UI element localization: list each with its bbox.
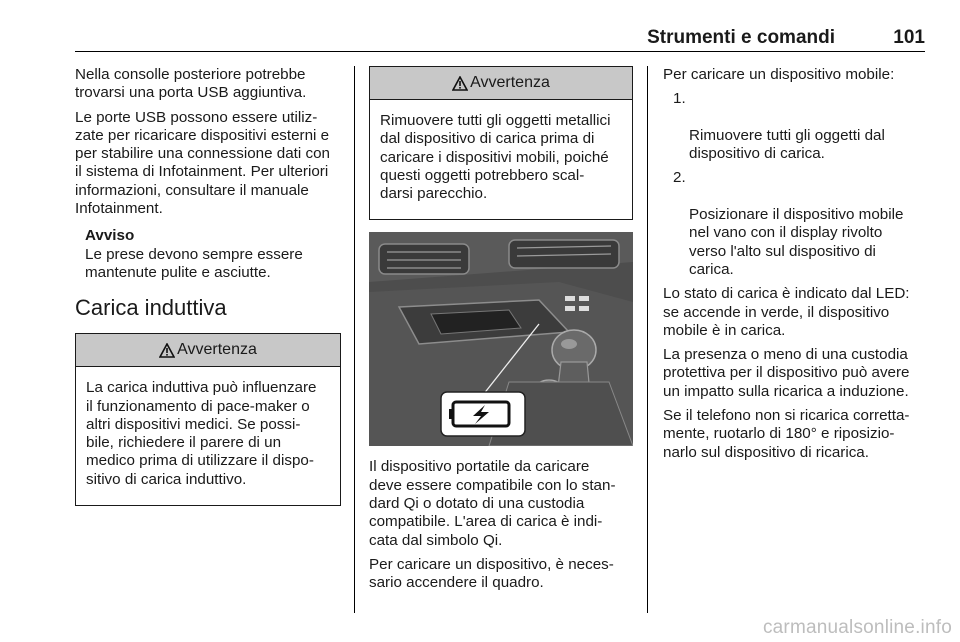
case-paragraph: La presenza o meno di una custodia protettiva per il dispositivo può avere un impatto sulla ricarica a induzione. (663, 346, 910, 400)
warning-box-2 (369, 66, 633, 220)
note-text: Le prese devono sempre essere mantenute pulite e asciutte. (85, 245, 303, 281)
step-text: Posizionare il dispositivo mobile nel vano con il display rivolto verso l'alto sul dispositivo di carica. (689, 206, 904, 278)
column-2 (369, 66, 633, 599)
console-illustration (369, 232, 633, 446)
list-item (663, 90, 925, 163)
page-number: 101 (893, 27, 925, 48)
usb-paragraph-1: Nella consolle posteriore potrebbe trovarsi una porta USB aggiuntiva. (75, 66, 307, 102)
warning-triangle-icon (452, 76, 468, 91)
column-divider-2 (647, 66, 648, 613)
warning-text: Rimuovere tutti gli oggetti metallici dal dispositivo di carica prima di caricare i dispositivi mobili, poiché questi oggetti potrebbero scal- darsi parecchio. (380, 112, 611, 203)
charging-tray-image (369, 232, 633, 446)
column-3 (663, 66, 925, 468)
steps-list (663, 90, 925, 279)
section-title: Strumenti e comandi (647, 27, 835, 48)
list-item (663, 169, 925, 279)
warning-header (370, 67, 632, 100)
qi-paragraph: Il dispositivo portatile da caricare deve essere compatibile con lo stan- dard Qi o dotato di una custodia compatibile. L'area di carica è indi- cata dal simbolo Qi. (369, 458, 616, 549)
steps-intro: Per caricare un dispositivo mobile: (663, 66, 895, 83)
warning-text: La carica induttiva può influenzare il funzionamento di pace-maker o altri dispositivi medici. Se possi- bile, richiedere il parere di un medico prima di utilizzare il dispo- sitivo di carica induttivo. (86, 379, 317, 488)
step-text: Rimuovere tutti gli oggetti dal dispositivo di carica. (689, 126, 885, 163)
note-block (75, 227, 341, 282)
usb-paragraph-2: Le porte USB possono essere utiliz- zate per ricaricare dispositivi esterni e per stabilire una connessione dati con il sistema di Infotainment. Per ulteriori informazioni, consultare il manuale Infotainment. (75, 108, 330, 218)
column-divider-1 (354, 66, 355, 613)
page-header (75, 26, 925, 52)
warning-title: Avvertenza (177, 341, 257, 359)
warning-triangle-icon (159, 343, 175, 358)
watermark: carmanualsonline.info (762, 617, 952, 638)
warning-box-1 (75, 333, 341, 506)
warning-title: Avvertenza (470, 73, 550, 91)
led-paragraph: Lo stato di carica è indicato dal LED: se accende in verde, il dispositivo mobile è in carica. (663, 285, 910, 339)
rotate-paragraph: Se il telefono non si ricarica corretta- mente, ruotarlo di 180° e riposizio- narlo sul dispositivo di ricarica. (663, 407, 910, 461)
section-heading: Carica induttiva (75, 295, 227, 321)
column-1 (75, 66, 341, 506)
step-number: 1. (673, 90, 686, 108)
step-number: 2. (673, 169, 686, 187)
warning-header (76, 334, 340, 367)
ignition-paragraph: Per caricare un dispositivo, è neces- sario accendere il quadro. (369, 555, 614, 592)
note-title: Avviso (85, 227, 135, 245)
